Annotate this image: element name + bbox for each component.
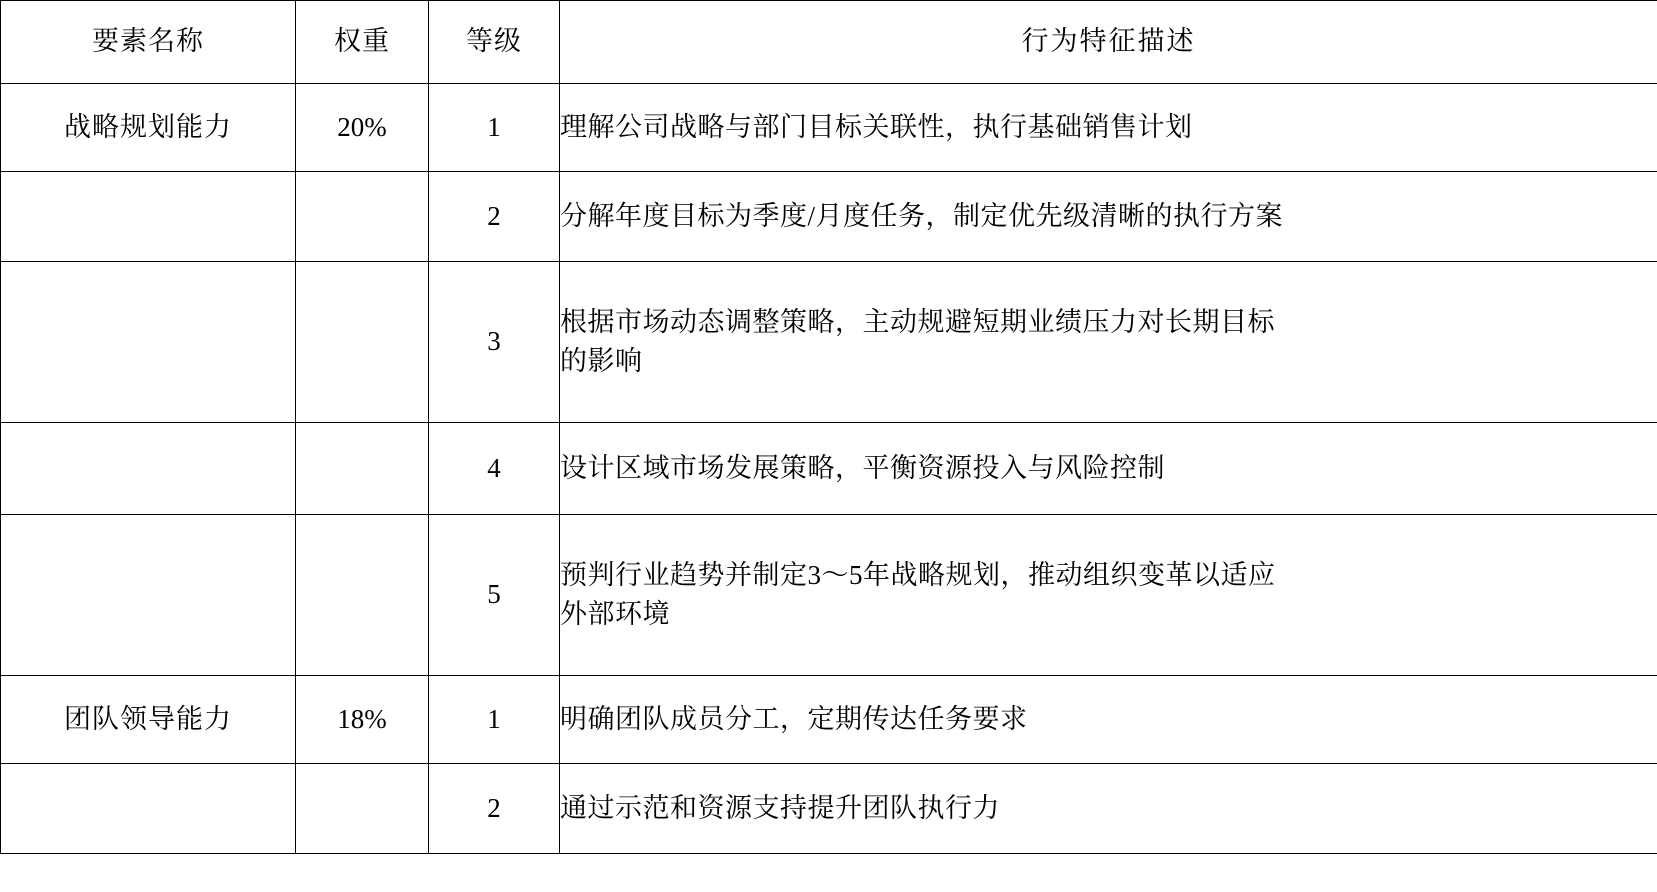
cell-weight [296, 262, 429, 423]
cell-level: 3 [429, 262, 560, 423]
cell-level: 1 [429, 676, 560, 764]
cell-description [560, 515, 1657, 676]
cell-description [560, 172, 1657, 262]
description-line: 分解年度目标为季度/月度任务，制定优先级清晰的执行方案 [560, 200, 1284, 231]
cell-element-name [1, 262, 296, 423]
cell-element-name [1, 172, 296, 262]
cell-level: 4 [429, 423, 560, 515]
cell-level: 2 [429, 172, 560, 262]
description-line: 理解公司战略与部门目标关联性，执行基础销售计划 [560, 111, 1193, 142]
description-line: 明确团队成员分工，定期传达任务要求 [560, 703, 1028, 734]
table-header-row [1, 1, 1657, 84]
cell-element-name [1, 515, 296, 676]
cell-description [560, 764, 1657, 854]
description-line: 预判行业趋势并制定3～5年战略规划，推动组织变革以适应 [560, 559, 1276, 590]
cell-element-name: 团队领导能力 [1, 676, 296, 764]
table-row [1, 423, 1657, 515]
table-row [1, 84, 1657, 172]
cell-description [560, 262, 1657, 423]
description-line: 设计区域市场发展策略，平衡资源投入与风险控制 [560, 452, 1165, 483]
cell-weight [296, 515, 429, 676]
cell-weight [296, 764, 429, 854]
cell-level: 2 [429, 764, 560, 854]
table-row [1, 515, 1657, 676]
column-header-description: 行为特征描述 [560, 1, 1657, 84]
cell-element-name [1, 764, 296, 854]
table-row [1, 262, 1657, 423]
cell-description [560, 423, 1657, 515]
cell-description [560, 84, 1657, 172]
cell-element-name [1, 423, 296, 515]
cell-level: 1 [429, 84, 560, 172]
table-row [1, 764, 1657, 854]
table-row [1, 676, 1657, 764]
description-line: 通过示范和资源支持提升团队执行力 [560, 792, 1000, 823]
description-line: 根据市场动态调整策略，主动规避短期业绩压力对长期目标 [560, 306, 1275, 337]
table-row [1, 172, 1657, 262]
cell-weight: 20% [296, 84, 429, 172]
column-header-weight: 权重 [296, 1, 429, 84]
cell-level: 5 [429, 515, 560, 676]
column-header-level: 等级 [429, 1, 560, 84]
description-line: 的影响 [560, 346, 643, 376]
cell-weight [296, 172, 429, 262]
description-line: 外部环境 [560, 599, 670, 629]
cell-description [560, 676, 1657, 764]
cell-weight: 18% [296, 676, 429, 764]
cell-element-name: 战略规划能力 [1, 84, 296, 172]
cell-weight [296, 423, 429, 515]
column-header-name: 要素名称 [1, 1, 296, 84]
